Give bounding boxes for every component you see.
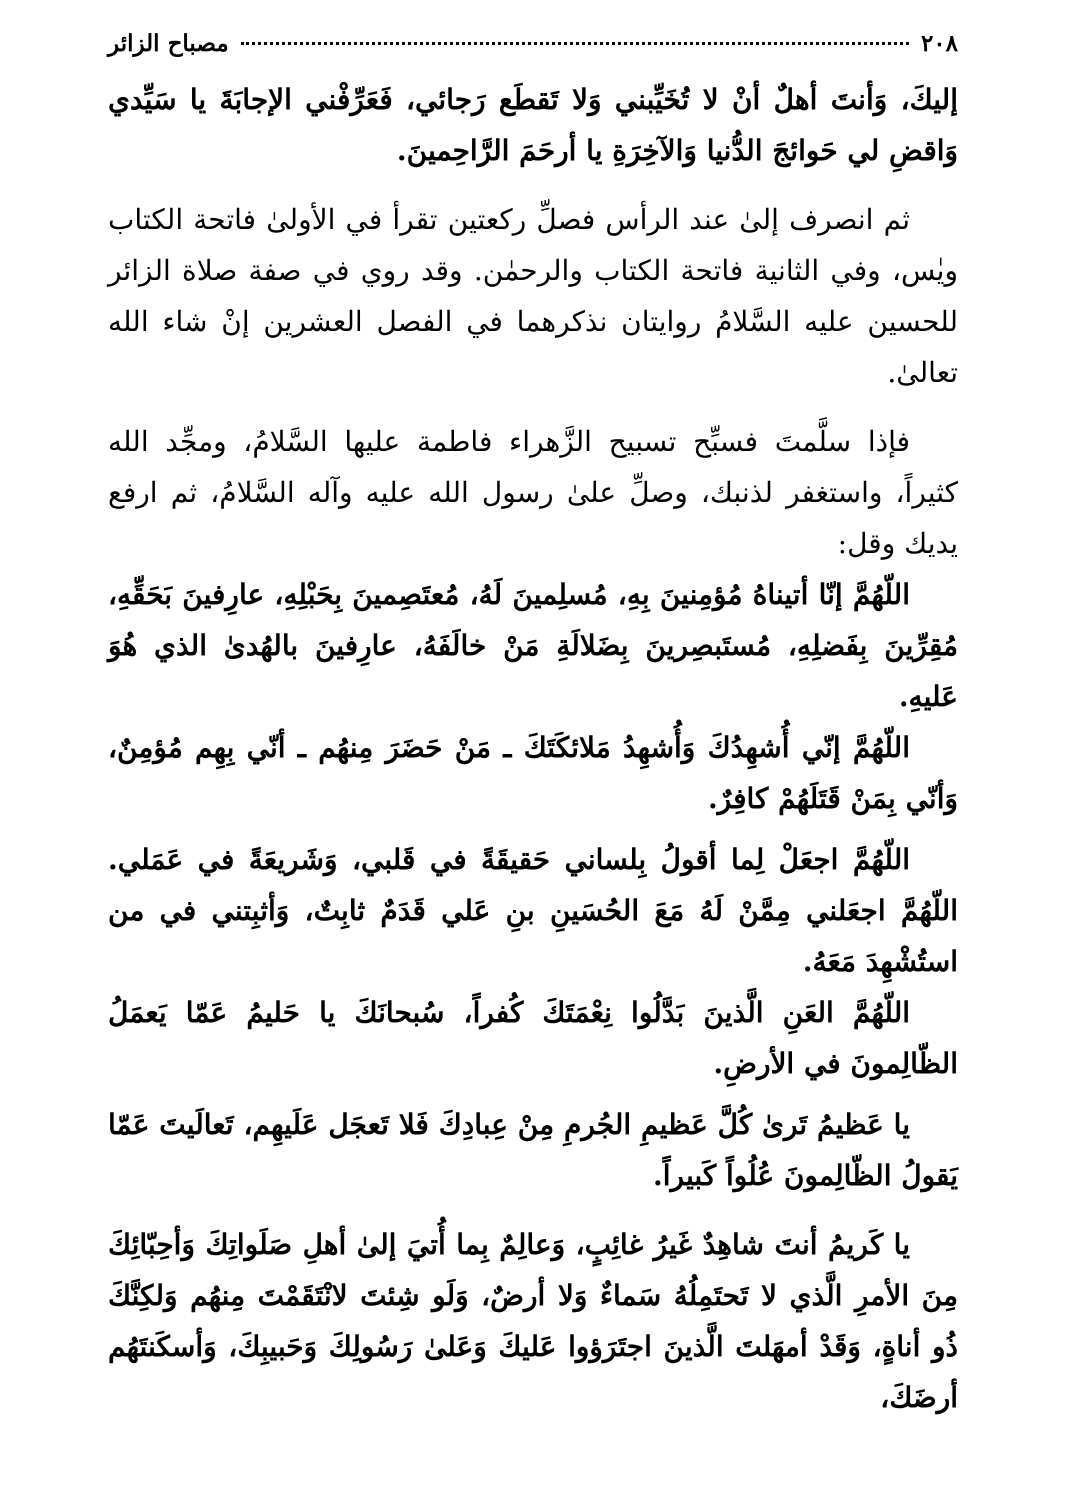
book-page bbox=[108, 30, 958, 1423]
supplication-paragraph-1: اللّهُمَّ إنّا أتيناهُ مُؤمِنينَ بِهِ، مُسلِمينَ لَهُ، مُعتَصِمينَ بِحَبْلِهِ، عارِفينَ بَحَقِّهِ، مُقِرِّينَ بِفَضلِهِ، مُستَبصِرينَ بِضَلالَةِ مَنْ خالَفَهُ، عارِفينَ بالهُدىٰ الذي هُوَ عَليهِ. bbox=[108, 578, 958, 713]
dotted-leader bbox=[241, 42, 909, 45]
running-header bbox=[108, 30, 958, 74]
supplication-paragraph-2: اللّهُمَّ إنّي أُشهِدُكَ وَأُشهِدُ مَلائكَتَكَ ـ مَنْ حَضَرَ مِنهُم ـ أنّي بِهِم مُؤمِنٌ، وَأنّي بِمَنْ قَتَلَهُمْ كافِرٌ. bbox=[108, 731, 958, 815]
instruction-paragraph-tasbih: فإذا سلَّمتَ فسبِّح تسبيح الزَّهراء فاطمة عليها السَّلامُ، ومجِّد الله كثيراً، واستغفر لذنبك، وصلِّ علىٰ رسول الله عليه وآله السَّلامُ، ثم ارفع يديك وقل: bbox=[108, 425, 958, 560]
supplication-paragraph-3: اللّهُمَّ اجعَلْ لِما أقولُ بِلساني حَقيقَةً في قَلبي، وَشَريعَةً في عَمَلي. اللّهُمَّ اجعَلني مِمَّنْ لَهُ مَعَ الحُسَينِ بنِ عَلي قَدَمٌ ثابِتٌ، وَأثبِتني في من استُشْهِدَ مَعَهُ. bbox=[108, 843, 958, 978]
page-number: ٢٠٨ bbox=[920, 30, 958, 57]
prayer-paragraph-continuation: إليكَ، وَأنتَ أهلٌ أنْ لا تُخَيِّبني وَلا تَقطَع رَجائي، فَعَرِّفْني الإجابَةَ يا سَيِّدي وَاقضِ لي حَوائجَ الدُّنيا وَالآخِرَةِ يا أرحَمَ الرَّاحِمينَ. bbox=[108, 83, 958, 167]
supplication-paragraph-6: يا كَريمُ أنتَ شاهِدٌ غَيرُ غائِبٍ، وَعالِمٌ بِما أُتيَ إلىٰ أهلِ صَلَواتِكَ وَأحِبّائِكَ مِنَ الأمرِ الَّذي لا تَحتَمِلُهُ سَماءٌ وَلا أرضٌ، وَلَو شِئتَ لانْتَقَمْتَ مِنهُم وَلكِنَّكَ ذُو أناةٍ، وَقَدْ أمهَلتَ الَّذينَ اجتَرَؤوا عَليكَ وَعَلىٰ رَسُولِكَ وَحَبيبِكَ، وَأسكَنتَهُم أرضَكَ، bbox=[108, 1228, 958, 1414]
instruction-paragraph-prayer: ثم انصرف إلىٰ عند الرأس فصلِّ ركعتين تقرأ في الأولىٰ فاتحة الكتاب ويٰس، وفي الثانية فاتحة الكتاب والرحمٰن. وقد روي في صفة صلاة الزائر للحسين عليه السَّلامُ روايتان نذكرهما في الفصل العشرين إنْ شاء الله تعالىٰ. bbox=[108, 203, 958, 389]
supplication-paragraph-4: اللّهُمَّ العَنِ الَّذينَ بَدَّلُوا نِعْمَتَكَ كُفراً، سُبحانَكَ يا حَليمُ عَمّا يَعمَلُ الظّالِمونَ في الأرضِ. bbox=[108, 996, 958, 1080]
book-title: مصباح الزائر bbox=[108, 30, 229, 57]
supplication-paragraph-5: يا عَظيمُ تَرىٰ كُلَّ عَظيمِ الجُرمِ مِنْ عِبادِكَ فَلا تَعجَل عَلَيهِم، تَعالَيتَ عَمّا يَقولُ الظّالِمونَ عُلُواً كَبيراً. bbox=[108, 1108, 958, 1192]
